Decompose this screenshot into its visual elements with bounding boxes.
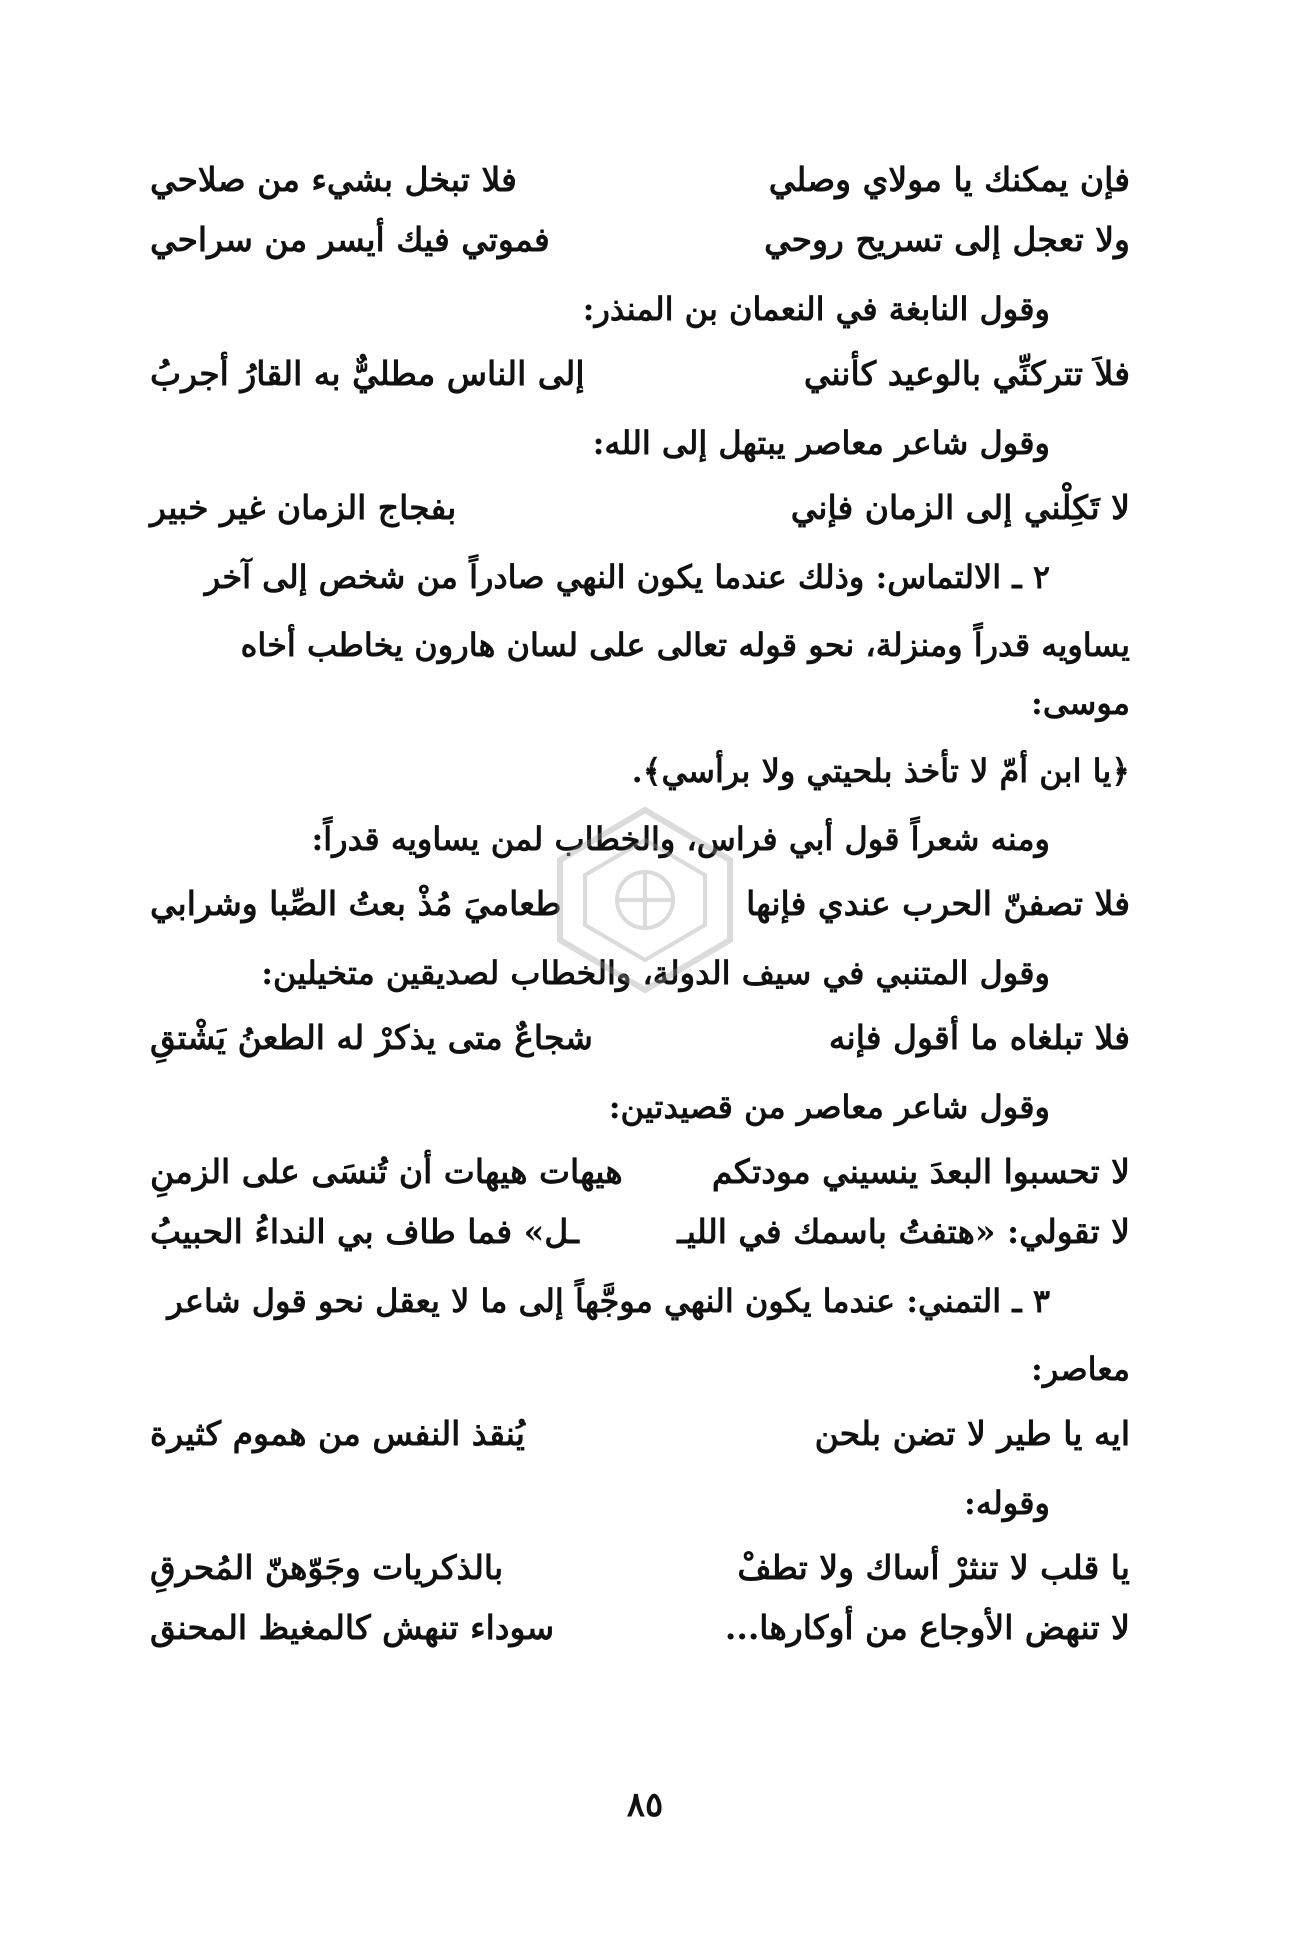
prose-line: وقول شاعر معاصر من قصيدتين: [608,1088,1050,1126]
verse-first-hemistich: فلاَ تتركنِّي بالوعيد كأنني [803,354,1130,393]
prose-line: ٣ ـ التمني: عندما يكون النهي موجَّهاً إلى ما لا يعقل نحو قول شاعر [167,1282,1050,1320]
verse-first-hemistich: فلا تبلغاه ما أقول فإنه [828,1018,1130,1057]
verse-first-hemistich: لا تقولي: «هتفتُ باسمك في الليـ [677,1212,1130,1251]
prose-line: معاصر: [1031,1350,1130,1388]
verse-second-hemistich: إلى الناس مطليٌّ به القارُ أجربُ [150,354,585,393]
poem-verse [150,1404,1130,1464]
poem-verse [150,150,1130,210]
verse-second-hemistich: فموتي فيك أيسر من سراحي [150,220,550,259]
prose-line: ﴿يا ابن أمّ لا تأخذ بلحيتي ولا برأسي﴾. [631,752,1130,790]
verse-first-hemistich: فلا تصفنّ الحرب عندي فإنها [746,884,1130,923]
verse-second-hemistich: ـل» فما طاف بي النداءُ الحبيبُ [150,1212,579,1251]
prose-line: وقول المتنبي في سيف الدولة، والخطاب لصديقين متخيلين: [261,954,1050,992]
poem-verse [150,1598,1130,1658]
verse-first-hemistich: ايه يا طير لا تضن بلحن [814,1414,1130,1453]
verse-first-hemistich: يا قلب لا تنثرْ أساك ولا تطفْ [737,1548,1130,1587]
verse-second-hemistich: فلا تبخل بشيء من صلاحي [150,160,517,199]
verse-first-hemistich: لا تَكِلْني إلى الزمان فإني [790,488,1130,527]
prose-line: وقول شاعر معاصر يبتهل إلى الله: [592,424,1050,462]
prose-line: يساويه قدراً ومنزلة، نحو قوله تعالى على لسان هارون يخاطب أخاه موسى: [240,626,1130,722]
verse-first-hemistich: فإن يمكنك يا مولاي وصلي [768,160,1130,199]
poem-verse [150,344,1130,404]
page-number: ٨٥ [626,1785,664,1825]
verse-first-hemistich: لا تحسبوا البعدَ ينسيني مودتكم [711,1152,1130,1191]
verse-first-hemistich: لا تنهض الأوجاع من أوكارها... [724,1608,1130,1647]
prose-line: ومنه شعراً قول أبي فراس، والخطاب لمن يساويه قدراً: [311,820,1050,858]
verse-first-hemistich: ولا تعجل إلى تسريح روحي [764,220,1130,259]
poem-verse [150,1142,1130,1202]
prose-line: وقوله: [964,1484,1050,1522]
poem-verse [150,478,1130,538]
verse-second-hemistich: سوداء تنهش كالمغيظ المحنق [150,1608,555,1647]
verse-second-hemistich: بفجاج الزمان غير خبير [150,488,457,527]
verse-second-hemistich: بالذكريات وجَوّهنّ المُحرقِ [150,1548,504,1587]
poem-verse [150,1008,1130,1068]
library-seal-icon [545,800,745,1000]
prose-line: وقول النابغة في النعمان بن المنذر: [582,290,1050,328]
verse-second-hemistich: يُنقذ النفس من هموم كثيرة [150,1414,525,1453]
prose-line: ٢ ـ الالتماس: وذلك عندما يكون النهي صادراً من شخص إلى آخر [204,558,1050,596]
verse-second-hemistich: طعاميَ مُذْ بعتُ الصِّبا وشرابي [150,884,562,923]
verse-second-hemistich: شجاعٌ متى يذكرْ له الطعنُ يَشْتقِ [150,1018,593,1057]
verse-second-hemistich: هيهات هيهات أن تُنسَى على الزمنِ [150,1152,623,1191]
poem-verse [150,210,1130,270]
poem-verse [150,1202,1130,1262]
poem-verse [150,1538,1130,1598]
